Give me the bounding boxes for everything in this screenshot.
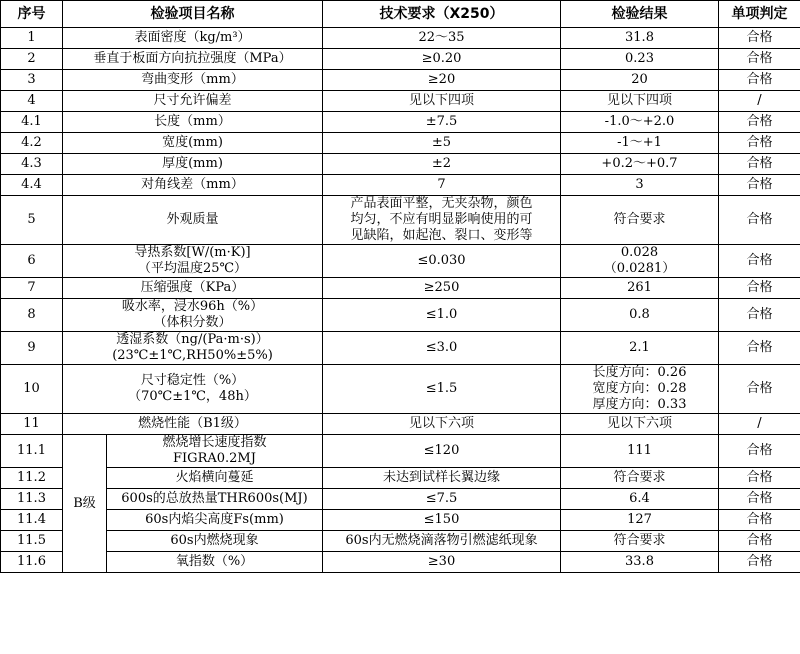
row-result: -1.0～+2.0 [561,112,719,133]
row-requirement: 产品表面平整，无夹杂物，颜色 均匀，不应有明显影响使用的可 见缺陷，如起泡、裂口、变形等 [323,196,561,245]
row-judgement: 合格 [719,278,800,299]
row-item-name: 宽度(mm) [63,133,323,154]
row-judgement: 合格 [719,245,800,278]
row-item-name: 外观质量 [63,196,323,245]
row-no: 6 [1,245,63,278]
row-judgement: / [719,414,800,435]
row-result: 见以下四项 [561,91,719,112]
row-judgement: 合格 [719,531,800,552]
row-judgement: 合格 [719,49,800,70]
row-requirement: 22～35 [323,28,561,49]
row-judgement: 合格 [719,332,800,365]
header-requirement: 技术要求（X250） [323,1,561,28]
table-row [1,531,800,552]
row-item-name: 600s的总放热量THR600s(MJ) [107,489,323,510]
table-row [1,468,800,489]
table-row [1,435,800,468]
row-judgement: 合格 [719,489,800,510]
row-result: 127 [561,510,719,531]
row-requirement: ≤0.030 [323,245,561,278]
row-result: 261 [561,278,719,299]
row-item-name: 尺寸允许偏差 [63,91,323,112]
table-row [1,278,800,299]
row-result: -1～+1 [561,133,719,154]
row-no: 4.4 [1,175,63,196]
row-no: 4.3 [1,154,63,175]
row-result: 31.8 [561,28,719,49]
row-no: 5 [1,196,63,245]
row-result: 长度方向：0.26 宽度方向：0.28 厚度方向：0.33 [561,365,719,414]
header-no: 序号 [1,1,63,28]
row-item-name: 60s内燃烧现象 [107,531,323,552]
table-row [1,196,800,245]
row-judgement: 合格 [719,468,800,489]
table-row [1,133,800,154]
row-requirement: ≤120 [323,435,561,468]
row-judgement: / [719,91,800,112]
row-requirement: 未达到试样长翼边缘 [323,468,561,489]
row-no: 2 [1,49,63,70]
row-requirement: ±5 [323,133,561,154]
table-row [1,489,800,510]
row-item-name: 火焰横向蔓延 [107,468,323,489]
row-requirement: ≤1.0 [323,299,561,332]
row-no: 4.1 [1,112,63,133]
row-requirement: ≥20 [323,70,561,91]
table-row [1,91,800,112]
row-item-name: 燃烧性能（B1级） [63,414,323,435]
row-judgement: 合格 [719,154,800,175]
row-no: 1 [1,28,63,49]
row-result: 2.1 [561,332,719,365]
row-judgement: 合格 [719,435,800,468]
row-item-name: 尺寸稳定性（%） （70℃±1℃，48h） [63,365,323,414]
row-no: 4 [1,91,63,112]
row-item-name: 弯曲变形（mm） [63,70,323,91]
header-judgement: 单项判定 [719,1,800,28]
row-judgement: 合格 [719,510,800,531]
row-no: 11.5 [1,531,63,552]
table-row [1,154,800,175]
table-row [1,245,800,278]
table-row [1,70,800,91]
row-requirement: ≥250 [323,278,561,299]
row-result: 符合要求 [561,196,719,245]
table-row [1,552,800,573]
table-row [1,332,800,365]
row-item-name: 对角线差（mm） [63,175,323,196]
row-requirement: 60s内无燃烧滴落物引燃滤纸现象 [323,531,561,552]
row-judgement: 合格 [719,112,800,133]
row-requirement: 见以下六项 [323,414,561,435]
table-row [1,414,800,435]
row-no: 9 [1,332,63,365]
row-requirement: 7 [323,175,561,196]
row-result: +0.2～+0.7 [561,154,719,175]
row-requirement: ±2 [323,154,561,175]
row-no: 4.2 [1,133,63,154]
table-row [1,175,800,196]
table-row [1,49,800,70]
row-judgement: 合格 [719,70,800,91]
row-item-name: 厚度(mm) [63,154,323,175]
row-item-name: 导热系数[W/(m·K)] （平均温度25℃） [63,245,323,278]
header-item-name: 检验项目名称 [63,1,323,28]
row-result: 20 [561,70,719,91]
row-no: 10 [1,365,63,414]
row-item-name: 压缩强度（KPa） [63,278,323,299]
table-row [1,28,800,49]
row-no: 11.6 [1,552,63,573]
row-requirement: ≤150 [323,510,561,531]
row-judgement: 合格 [719,196,800,245]
table-row [1,112,800,133]
row-result: 0.23 [561,49,719,70]
row-item-name: 透湿系数（ng/(Pa·m·s)） (23℃±1℃,RH50%±5%) [63,332,323,365]
row-judgement: 合格 [719,175,800,196]
row-no: 11.1 [1,435,63,468]
row-judgement: 合格 [719,133,800,154]
header-row [1,1,800,28]
row-result: 6.4 [561,489,719,510]
row-result: 3 [561,175,719,196]
row-item-name: 燃烧增长速度指数 FIGRA0.2MJ [107,435,323,468]
group-label: B级 [63,435,107,573]
row-judgement: 合格 [719,28,800,49]
row-result: 见以下六项 [561,414,719,435]
row-result: 0.8 [561,299,719,332]
row-no: 3 [1,70,63,91]
row-requirement: ≤7.5 [323,489,561,510]
row-item-name: 氧指数（%） [107,552,323,573]
row-requirement: ≥30 [323,552,561,573]
row-no: 11.4 [1,510,63,531]
row-item-name: 长度（mm） [63,112,323,133]
row-item-name: 吸水率，浸水96h（%） （体积分数） [63,299,323,332]
header-result: 检验结果 [561,1,719,28]
row-result: 111 [561,435,719,468]
row-no: 11 [1,414,63,435]
row-requirement: 见以下四项 [323,91,561,112]
row-item-name: 60s内焰尖高度Fs(mm) [107,510,323,531]
row-no: 11.3 [1,489,63,510]
row-requirement: ±7.5 [323,112,561,133]
row-judgement: 合格 [719,299,800,332]
row-result: 符合要求 [561,531,719,552]
row-requirement: ≥0.20 [323,49,561,70]
row-no: 11.2 [1,468,63,489]
row-no: 8 [1,299,63,332]
row-judgement: 合格 [719,552,800,573]
row-item-name: 表面密度（kg/m³） [63,28,323,49]
row-result: 0.028 （0.0281） [561,245,719,278]
row-requirement: ≤1.5 [323,365,561,414]
row-item-name: 垂直于板面方向抗拉强度（MPa） [63,49,323,70]
table-row [1,299,800,332]
row-result: 符合要求 [561,468,719,489]
row-result: 33.8 [561,552,719,573]
table-row [1,365,800,414]
row-no: 7 [1,278,63,299]
row-requirement: ≤3.0 [323,332,561,365]
table-row [1,510,800,531]
row-judgement: 合格 [719,365,800,414]
